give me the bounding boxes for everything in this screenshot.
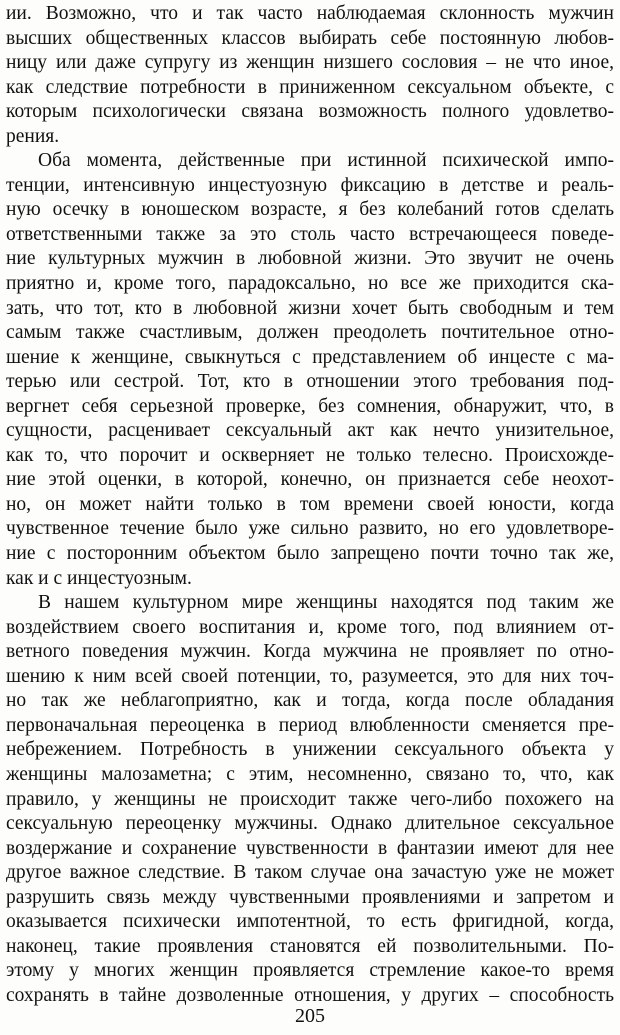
- text-line: ницу или даже супругу из женщин низшего сословия – не что иное,: [6, 52, 614, 74]
- text-line: разрушить связь между чувственными проявлениями и запретом и: [6, 886, 614, 908]
- text-line: которым психологически связана возможность полного удовлетво-: [6, 101, 614, 123]
- text-line: воздействием своего воспитания и, кроме того, под влиянием от-: [6, 616, 614, 638]
- paragraph: [6, 591, 614, 1008]
- text-line: но так же неблагоприятно, как и тогда, когда после обладания: [6, 690, 614, 712]
- text-line: сохранять в тайне дозволенные отношения, у других – способность: [6, 984, 614, 1006]
- text-line: В нашем культурном мире женщины находятся под таким же: [38, 592, 614, 614]
- text-line: воздержание и сохранение чувственности в фантазии имеют для нее: [6, 837, 614, 859]
- text-line: как следствие потребности в приниженном сексуальном объекте, с: [6, 76, 614, 98]
- text-line: правило, у женщины не происходит также чего-либо похожего на: [6, 788, 614, 810]
- text-line: наконец, такие проявления становятся ей позволительными. По-: [6, 935, 614, 957]
- text-line: оказывается психически импотентной, то есть фригидной, когда,: [6, 911, 614, 933]
- text-line: первоначальная переоценка в период влюбленности сменяется пре-: [6, 714, 614, 736]
- page-number: 205: [295, 1005, 325, 1027]
- text-line: вергнет себя серьезной проверке, без сомнения, обнаружит, что, в: [6, 395, 614, 417]
- text-line: зать, что тот, кто в любовной жизни хочет быть свободным и тем: [6, 297, 614, 319]
- text-line: ние с посторонним объектом было запрещено почти точно так же,: [6, 543, 614, 565]
- paragraph: [6, 149, 614, 591]
- text-line: Оба момента, действенные при истинной психической импо-: [38, 150, 614, 172]
- text-line: тенции, интенсивную инцестуозную фиксацию в детстве и реаль-: [6, 174, 614, 196]
- text-line: высших общественных классов выбирать себе постоянную любов-: [6, 27, 614, 49]
- text-line: терью или сестрой. Тот, кто в отношении этого требования под-: [6, 371, 614, 393]
- text-line: рения.: [6, 125, 60, 147]
- text-line: шению к ним всей своей потенции, то, разумеется, это для них точ-: [6, 665, 614, 687]
- paragraph: [6, 2, 614, 149]
- text-line: ную осечку в юношеском возрасте, я без колебаний готов сделать: [6, 199, 614, 221]
- text-line: другое важное следствие. В таком случае она зачастую уже не может: [6, 862, 614, 884]
- text-line: как и с инцестуозным.: [6, 567, 192, 589]
- text-line: сексуальную переоценку мужчины. Однако длительное сексуальное: [6, 813, 614, 835]
- text-line: этому у многих женщин проявляется стремление какое-то время: [6, 960, 614, 982]
- text-line: ние культурных мужчин в любовной жизни. Это звучит не очень: [6, 248, 614, 270]
- body-text: [6, 2, 614, 1008]
- text-line: ответственными также за это столь часто встречающееся поведе-: [6, 223, 614, 245]
- text-line: ние этой оценки, в которой, конечно, он признается себе неохот-: [6, 469, 614, 491]
- text-line: сущности, расценивает сексуальный акт как нечто унизительное,: [6, 420, 614, 442]
- text-line: но, он может найти только в том времени своей юности, когда: [6, 493, 614, 515]
- text-line: шение к женщине, свыкнуться с представлением об инцесте с ма-: [6, 346, 614, 368]
- text-line: чувственное течение было уже сильно развито, но его удовлетворе-: [6, 518, 614, 540]
- text-line: как то, что порочит и оскверняет не только телесно. Происхожде-: [6, 444, 614, 466]
- text-line: женщины малозаметна; с этим, несомненно, связано то, что, как: [6, 763, 614, 785]
- text-line: самым также счастливым, должен преодолеть почтительное отно-: [6, 322, 614, 344]
- text-line: приятно и, кроме того, парадоксально, но все же приходится ска-: [6, 273, 614, 295]
- text-line: ветного поведения мужчин. Когда мужчина не проявляет по отно-: [6, 641, 614, 663]
- text-line: ии. Возможно, что и так часто наблюдаемая склонность мужчин: [6, 3, 614, 24]
- text-line: небрежением. Потребность в унижении сексуального объекта у: [6, 739, 614, 761]
